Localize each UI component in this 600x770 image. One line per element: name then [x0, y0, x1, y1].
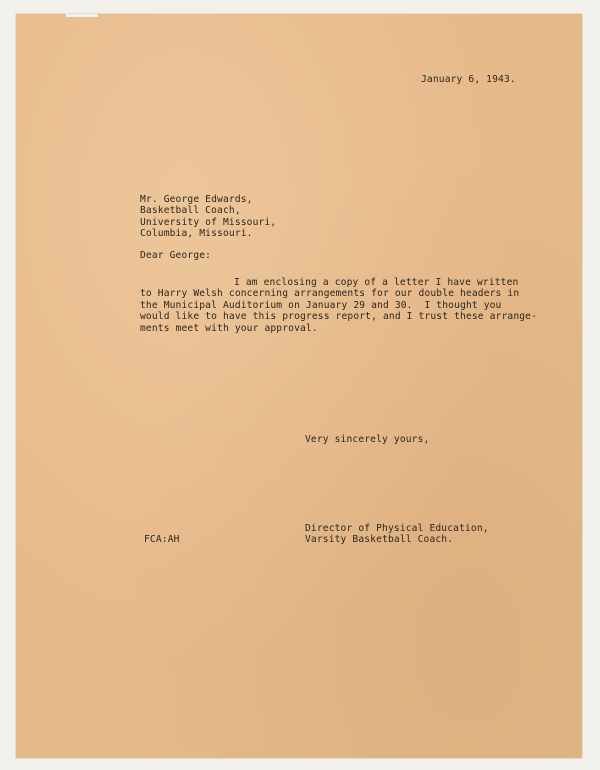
letter-date: January 6, 1943.	[421, 74, 516, 85]
body-line: ments meet with your approval.	[140, 322, 318, 334]
body-line: I am enclosing a copy of a letter I have written	[234, 277, 519, 288]
paper-tear-mark	[66, 14, 98, 17]
body-line: the Municipal Auditorium on January 29 and 30. I thought you	[140, 299, 502, 311]
signature-title-line: Director of Physical Education,	[305, 523, 489, 534]
recipient-address	[140, 194, 276, 240]
body-line: would like to have this progress report, and I trust these arrange-	[140, 311, 538, 323]
salutation: Dear George:	[140, 250, 212, 261]
letter-page	[16, 14, 582, 758]
signature-title	[305, 523, 489, 546]
reference-initials: FCA:AH	[144, 534, 180, 545]
recipient-institution: University of Missouri,	[140, 216, 277, 228]
body-line: to Harry Welsh concerning arrangements for our double headers in	[140, 288, 520, 300]
letter-body	[140, 277, 537, 334]
signature-title-line: Varsity Basketball Coach.	[305, 534, 454, 546]
recipient-name: Mr. George Edwards,	[140, 194, 253, 205]
recipient-position: Basketball Coach,	[140, 205, 241, 217]
recipient-city: Columbia, Missouri.	[140, 228, 253, 240]
closing: Very sincerely yours,	[305, 434, 430, 445]
